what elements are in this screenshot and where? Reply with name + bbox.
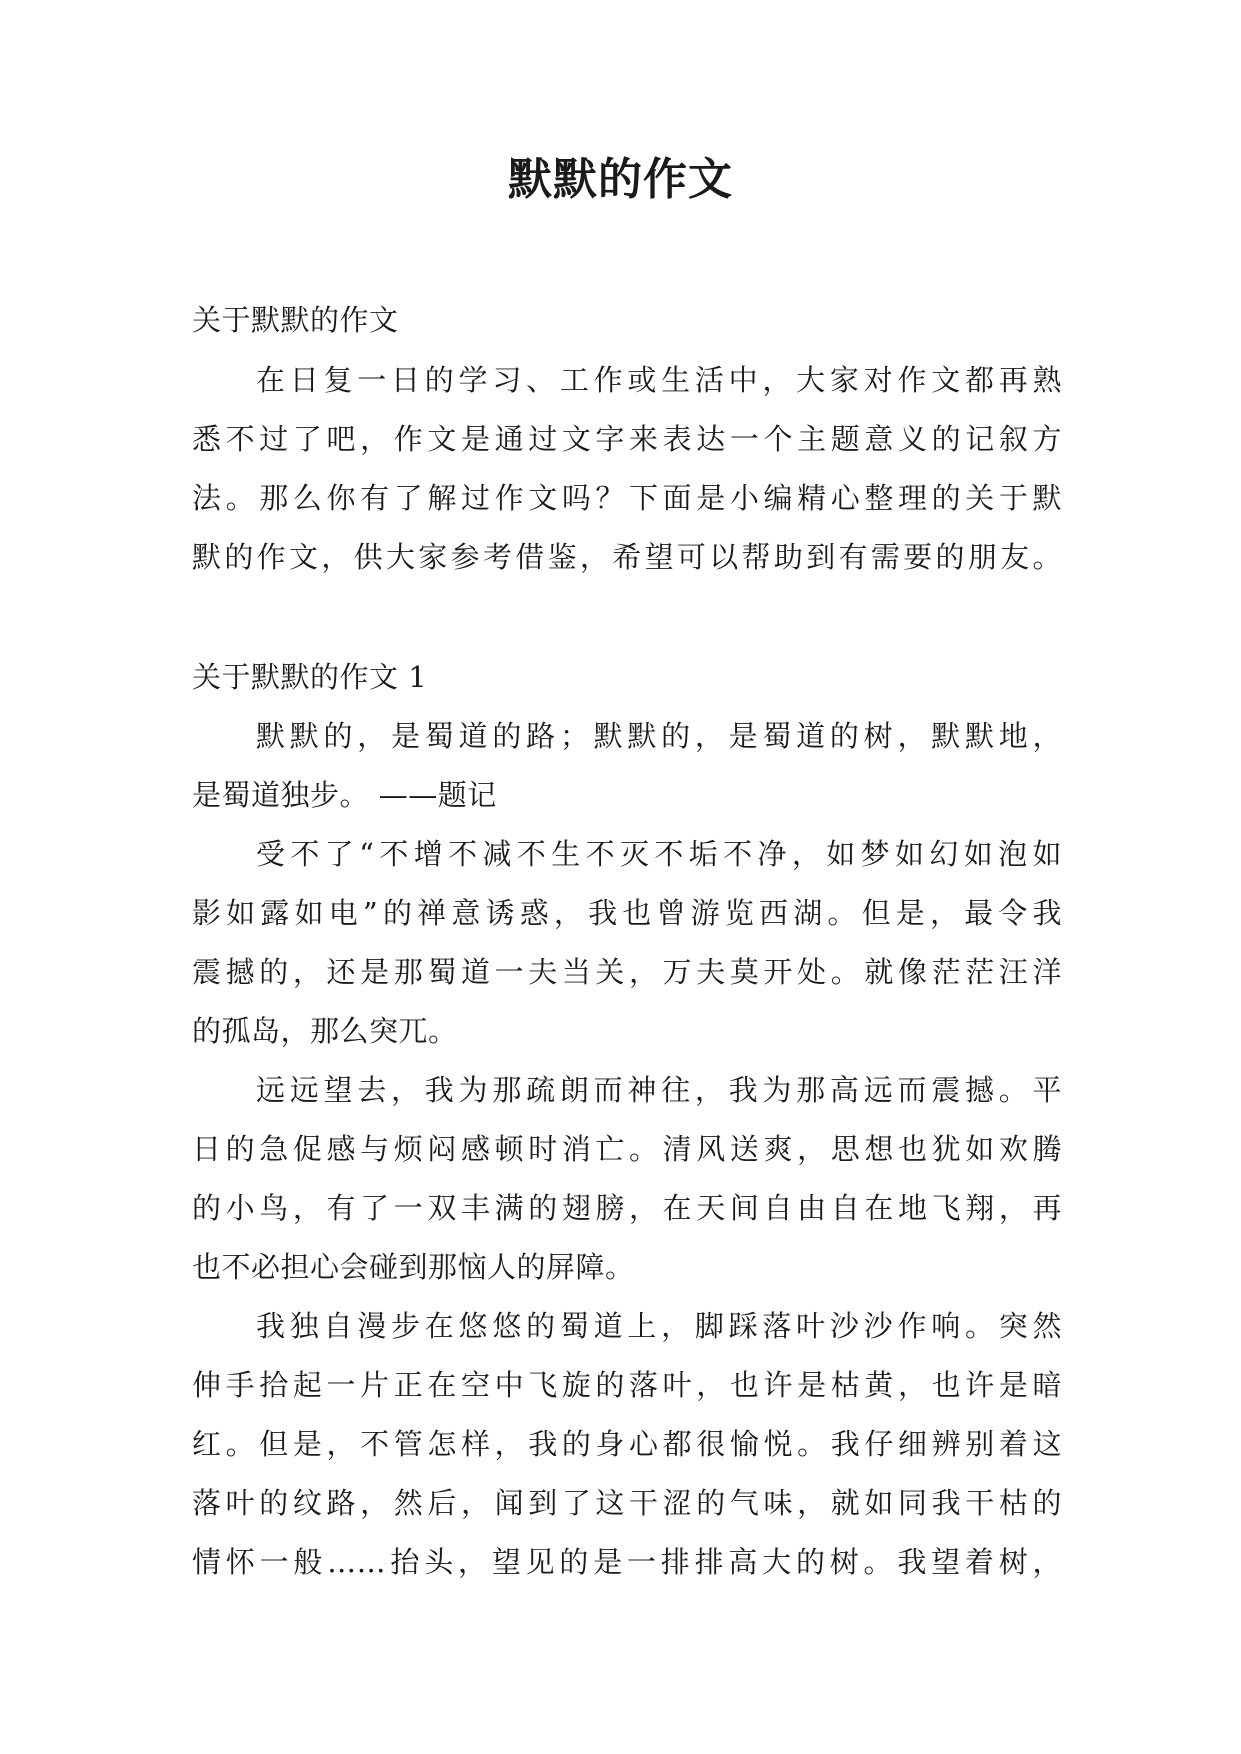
- paragraph-1-line: 默默的，是蜀道的路；默默的，是蜀道的树，默默地，: [256, 719, 1062, 753]
- paragraph-4-line: 伸手拾起一片正在空中飞旋的落叶，也许是枯黄，也许是暗: [192, 1368, 1062, 1402]
- intro-line: 在日复一日的学习、工作或生活中，大家对作文都再熟: [256, 363, 1062, 397]
- intro-line: 默的作文，供大家参考借鉴，希望可以帮助到有需要的朋友。: [192, 540, 1062, 574]
- paragraph-4-line: 我独自漫步在悠悠的蜀道上，脚踩落叶沙沙作响。突然: [256, 1309, 1062, 1343]
- paragraph-2-line: 的孤岛，那么突兀。: [192, 1014, 458, 1048]
- intro-line: 法。那么你有了解过作文吗？下面是小编精心整理的关于默: [192, 481, 1062, 515]
- intro-line: 悉不过了吧，作文是通过文字来表达一个主题意义的记叙方: [192, 422, 1062, 456]
- paragraph-3-line: 远远望去，我为那疏朗而神往，我为那高远而震撼。平: [256, 1073, 1062, 1107]
- paragraph-2-line: 震撼的，还是那蜀道一夫当关，万夫莫开处。就像茫茫汪洋: [192, 955, 1062, 989]
- document-title: 默默的作文: [508, 154, 733, 205]
- paragraph-3-line: 也不必担心会碰到那恼人的屏障。: [192, 1250, 635, 1284]
- paragraph-4-line: 落叶的纹路，然后，闻到了这干涩的气味，就如同我干枯的: [192, 1486, 1062, 1520]
- paragraph-1-line: 是蜀道独步。 ——题记: [192, 778, 497, 812]
- paragraph-3-line: 日的急促感与烦闷感顿时消亡。清风送爽，思想也犹如欢腾: [192, 1132, 1062, 1166]
- paragraph-2-line: 影如露如电”的禅意诱惑，我也曾游览西湖。但是，最令我: [192, 896, 1062, 930]
- intro-heading: 关于默默的作文: [192, 303, 399, 337]
- paragraph-2-line: 受不了“不增不减不生不灭不垢不净，如梦如幻如泡如: [256, 837, 1062, 871]
- paragraph-4-line: 红。但是，不管怎样，我的身心都很愉悦。我仔细辨别着这: [192, 1427, 1062, 1461]
- paragraph-4-line: 情怀一般……抬头，望见的是一排排高大的树。我望着树，: [192, 1545, 1062, 1579]
- essay-heading: 关于默默的作文 1: [192, 660, 428, 694]
- paragraph-3-line: 的小鸟，有了一双丰满的翅膀，在天间自由自在地飞翔，再: [192, 1191, 1062, 1225]
